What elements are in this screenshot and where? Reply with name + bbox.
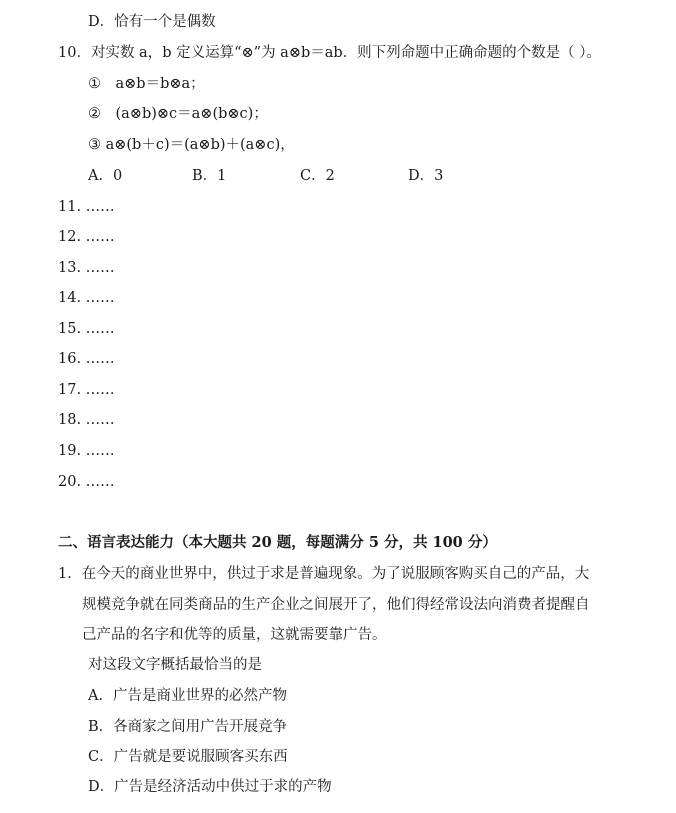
q10-stem: 10．对实数 a，b 定义运算“⊗”为 a⊗b＝ab．则下列命题中正确命题的个数是（ ）。	[58, 45, 602, 61]
q1-option-d: D．广告是经济活动中供过于求的产物	[88, 779, 332, 795]
q10-prop-1: ① a⊗b＝b⊗a；	[88, 76, 205, 92]
q1-stem-line-1: 1．在今天的商业世界中，供过于求是普遍现象。为了说服顾客购买自己的产品，大	[58, 566, 590, 582]
section-heading: 二、语言表达能力（本大题共 20 题，每题满分 5 分，共 100 分）	[58, 534, 497, 551]
q10-option-d: D．3	[408, 168, 444, 184]
q10-option-b: B．1	[192, 168, 227, 184]
q10-option-a: A．0	[88, 168, 123, 184]
placeholder-item-18: 18. ……	[58, 412, 115, 428]
placeholder-item-19: 19. ……	[58, 443, 115, 459]
placeholder-item-16: 16. ……	[58, 351, 115, 367]
q10-prop-3: ③ a⊗(b＋c)＝(a⊗b)＋(a⊗c)，	[88, 137, 295, 153]
q10-prop-2: ② (a⊗b)⊗c＝a⊗(b⊗c)；	[88, 106, 268, 122]
placeholder-item-11: 11. ……	[58, 199, 115, 215]
q1-option-c: C．广告就是要说服顾客买东西	[88, 749, 288, 765]
placeholder-item-17: 17. ……	[58, 382, 115, 398]
placeholder-item-14: 14. ……	[58, 290, 115, 306]
q9-option-d: D．恰有一个是偶数	[88, 14, 216, 30]
q1-stem-line-2: 规模竞争就在同类商品的生产企业之间展开了，他们得经常设法向消费者提醒自	[82, 597, 590, 613]
placeholder-item-13: 13. ……	[58, 260, 115, 276]
placeholder-item-20: 20. ……	[58, 474, 115, 490]
placeholder-item-12: 12. ……	[58, 229, 115, 245]
q1-stem-line-3: 己产品的名字和优等的质量，这就需要靠广告。	[82, 627, 387, 643]
q10-option-c: C．2	[300, 168, 335, 184]
placeholder-item-15: 15. ……	[58, 321, 115, 337]
q1-option-a: A．广告是商业世界的必然产物	[88, 688, 287, 704]
q1-prompt: 对这段文字概括最恰当的是	[88, 657, 262, 673]
q1-option-b: B．各商家之间用广告开展竞争	[88, 719, 288, 735]
